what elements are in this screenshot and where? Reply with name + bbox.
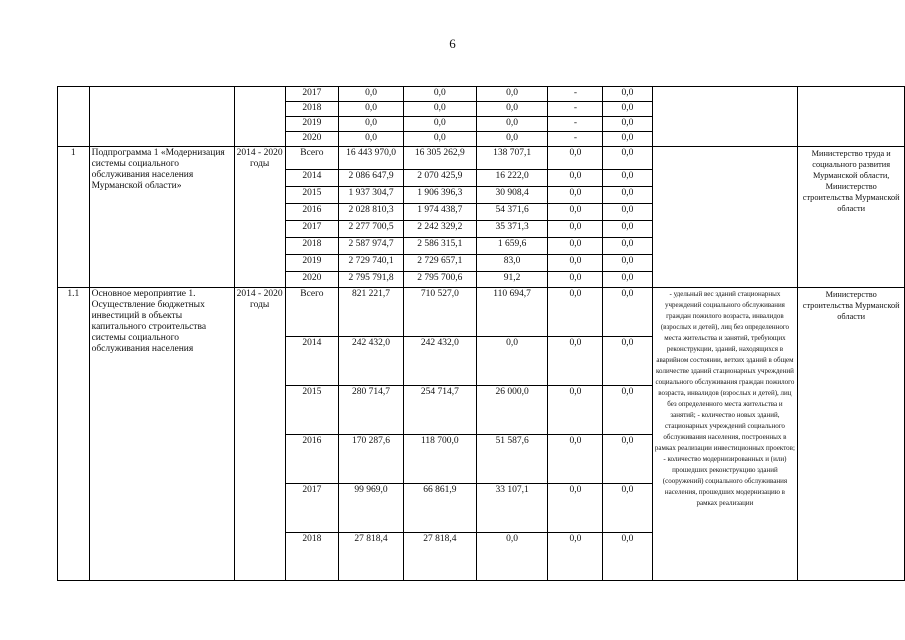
year-cell: 2019 — [285, 255, 338, 272]
value-cell: 2 070 425,9 — [404, 170, 477, 187]
year-cell: 2016 — [285, 204, 338, 221]
year-cell: 2014 — [285, 337, 338, 386]
value-cell: 110 694,7 — [476, 288, 548, 337]
value-cell: 0,0 — [476, 87, 548, 102]
total-cell: 821 221,7 — [339, 288, 404, 337]
value-cell: 0,0 — [603, 238, 652, 255]
value-cell: 2 795 700,6 — [404, 272, 477, 288]
year-cell: 2018 — [285, 238, 338, 255]
value-cell: 91,2 — [476, 272, 548, 288]
value-cell: - — [548, 87, 603, 102]
value-cell: 0,0 — [603, 272, 652, 288]
value-cell: 1 659,6 — [476, 238, 548, 255]
year-cell: 2017 — [285, 221, 338, 238]
value-cell: 0,0 — [603, 102, 652, 117]
table-row — [58, 147, 905, 170]
year-cell: 2017 — [285, 484, 338, 533]
value-cell: - — [548, 132, 603, 147]
value-cell: 0,0 — [404, 132, 477, 147]
value-cell: 1 906 396,3 — [404, 187, 477, 204]
year-cell: Всего — [285, 288, 338, 337]
value-cell: 0,0 — [603, 484, 652, 533]
value-cell: - — [548, 117, 603, 132]
value-cell: 27 818,4 — [404, 533, 477, 581]
value-cell: 0,0 — [548, 484, 603, 533]
year-cell: 2014 — [285, 170, 338, 187]
value-cell: 2 729 657,1 — [404, 255, 477, 272]
value-cell: 242 432,0 — [404, 337, 477, 386]
value-cell: 0,0 — [603, 204, 652, 221]
subprogram-name: Подпрограмма 1 «Модернизация системы социального обслуживания населения Мурманской области» — [89, 147, 234, 288]
value-cell: 2 586 315,1 — [404, 238, 477, 255]
value-cell: 0,0 — [548, 337, 603, 386]
value-cell: 0,0 — [548, 238, 603, 255]
row-number: 1 — [58, 147, 90, 288]
total-cell: 99 969,0 — [339, 484, 404, 533]
value-cell: 51 587,6 — [476, 435, 548, 484]
value-cell: 0,0 — [603, 221, 652, 238]
value-cell: 0,0 — [548, 272, 603, 288]
value-cell: 35 371,3 — [476, 221, 548, 238]
total-cell: 2 086 647,9 — [339, 170, 404, 187]
value-cell: 710 527,0 — [404, 288, 477, 337]
year-cell: Всего — [285, 147, 338, 170]
year-cell: 2015 — [285, 386, 338, 435]
value-cell: - — [548, 102, 603, 117]
total-cell: 0,0 — [339, 132, 404, 147]
value-cell: 0,0 — [603, 255, 652, 272]
value-cell: 16 222,0 — [476, 170, 548, 187]
value-cell: 0,0 — [404, 87, 477, 102]
value-cell: 0,0 — [476, 132, 548, 147]
row-number: 1.1 — [58, 288, 90, 581]
value-cell: 0,0 — [603, 386, 652, 435]
period-cell: 2014 - 2020 годы — [234, 147, 285, 288]
value-cell: 0,0 — [548, 221, 603, 238]
page-number: 6 — [449, 36, 456, 51]
value-cell: 1 974 438,7 — [404, 204, 477, 221]
value-cell: 66 861,9 — [404, 484, 477, 533]
value-cell: 254 714,7 — [404, 386, 477, 435]
value-cell: 0,0 — [476, 533, 548, 581]
executor-cell: Министерство строительства Мурманской области — [798, 288, 905, 581]
value-cell: 0,0 — [548, 170, 603, 187]
value-cell: 0,0 — [603, 435, 652, 484]
value-cell: 0,0 — [476, 102, 548, 117]
value-cell: 0,0 — [548, 435, 603, 484]
value-cell: 0,0 — [476, 117, 548, 132]
total-cell: 2 587 974,7 — [339, 238, 404, 255]
total-cell: 2 277 700,5 — [339, 221, 404, 238]
year-cell: 2017 — [285, 87, 338, 102]
year-cell: 2018 — [285, 102, 338, 117]
value-cell: 0,0 — [548, 288, 603, 337]
value-cell: 0,0 — [404, 102, 477, 117]
table-row — [58, 288, 905, 337]
value-cell: 0,0 — [603, 288, 652, 337]
year-cell: 2020 — [285, 272, 338, 288]
total-cell: 170 287,6 — [339, 435, 404, 484]
value-cell: 0,0 — [548, 255, 603, 272]
value-cell: 0,0 — [603, 117, 652, 132]
value-cell: 138 707,1 — [476, 147, 548, 170]
total-cell: 1 937 304,7 — [339, 187, 404, 204]
value-cell: 0,0 — [548, 187, 603, 204]
value-cell: 0,0 — [548, 386, 603, 435]
value-cell: 0,0 — [603, 147, 652, 170]
value-cell: 0,0 — [548, 147, 603, 170]
year-cell: 2015 — [285, 187, 338, 204]
year-cell: 2019 — [285, 117, 338, 132]
table-row — [58, 87, 905, 102]
total-cell: 280 714,7 — [339, 386, 404, 435]
executor-cell: Министерство труда и социального развития Мурманской области, Министерство строительства Мурманской области — [798, 147, 905, 288]
total-cell: 2 028 810,3 — [339, 204, 404, 221]
value-cell: 33 107,1 — [476, 484, 548, 533]
value-cell: 54 371,6 — [476, 204, 548, 221]
value-cell: 16 305 262,9 — [404, 147, 477, 170]
total-cell: 0,0 — [339, 102, 404, 117]
value-cell: 2 242 329,2 — [404, 221, 477, 238]
value-cell: 0,0 — [603, 87, 652, 102]
year-cell: 2016 — [285, 435, 338, 484]
value-cell: 26 000,0 — [476, 386, 548, 435]
value-cell: 0,0 — [603, 170, 652, 187]
activity-name: Основное мероприятие 1. Осуществление бюджетных инвестиций в объекты капитального строительства системы социального обслуживания населения — [89, 288, 234, 581]
value-cell: 118 700,0 — [404, 435, 477, 484]
value-cell: 0,0 — [603, 132, 652, 147]
value-cell: 0,0 — [404, 117, 477, 132]
value-cell: 0,0 — [603, 187, 652, 204]
total-cell: 0,0 — [339, 87, 404, 102]
indicators-text: - удельный вес зданий стационарных учреждений социального обслуживания граждан пожилого возраста, инвалидов (взрослых и детей), лиц без определенного места жительства и занятий, требующих реконструкции, зданий, находящихся в аварийном состоянии, ветхих зданий в общем количестве зданий стационарных учреждений социального обслуживания граждан пожилого возраста, инвалидов (взрослых и детей), лиц без определенного места жительства и занятий; - количество новых зданий, стационарных учреждений социального обслуживания населения, построенных в рамках реализации инвестиционных проектов; - количество модернизированных и (или) прошедших реконструкцию зданий (сооружений) социального обслуживания населения, прошедших модернизацию в рамках реализации — [652, 288, 798, 581]
value-cell: 0,0 — [476, 337, 548, 386]
period-cell: 2014 - 2020 годы — [234, 288, 285, 581]
total-cell: 27 818,4 — [339, 533, 404, 581]
total-cell: 2 729 740,1 — [339, 255, 404, 272]
value-cell: 30 908,4 — [476, 187, 548, 204]
value-cell: 0,0 — [603, 533, 652, 581]
value-cell: 0,0 — [548, 533, 603, 581]
program-table — [57, 86, 905, 581]
indicator-cell — [652, 147, 798, 288]
total-cell: 16 443 970,0 — [339, 147, 404, 170]
year-cell: 2018 — [285, 533, 338, 581]
value-cell: 83,0 — [476, 255, 548, 272]
total-cell: 0,0 — [339, 117, 404, 132]
value-cell: 0,0 — [603, 337, 652, 386]
year-cell: 2020 — [285, 132, 338, 147]
total-cell: 2 795 791,8 — [339, 272, 404, 288]
value-cell: 0,0 — [548, 204, 603, 221]
total-cell: 242 432,0 — [339, 337, 404, 386]
